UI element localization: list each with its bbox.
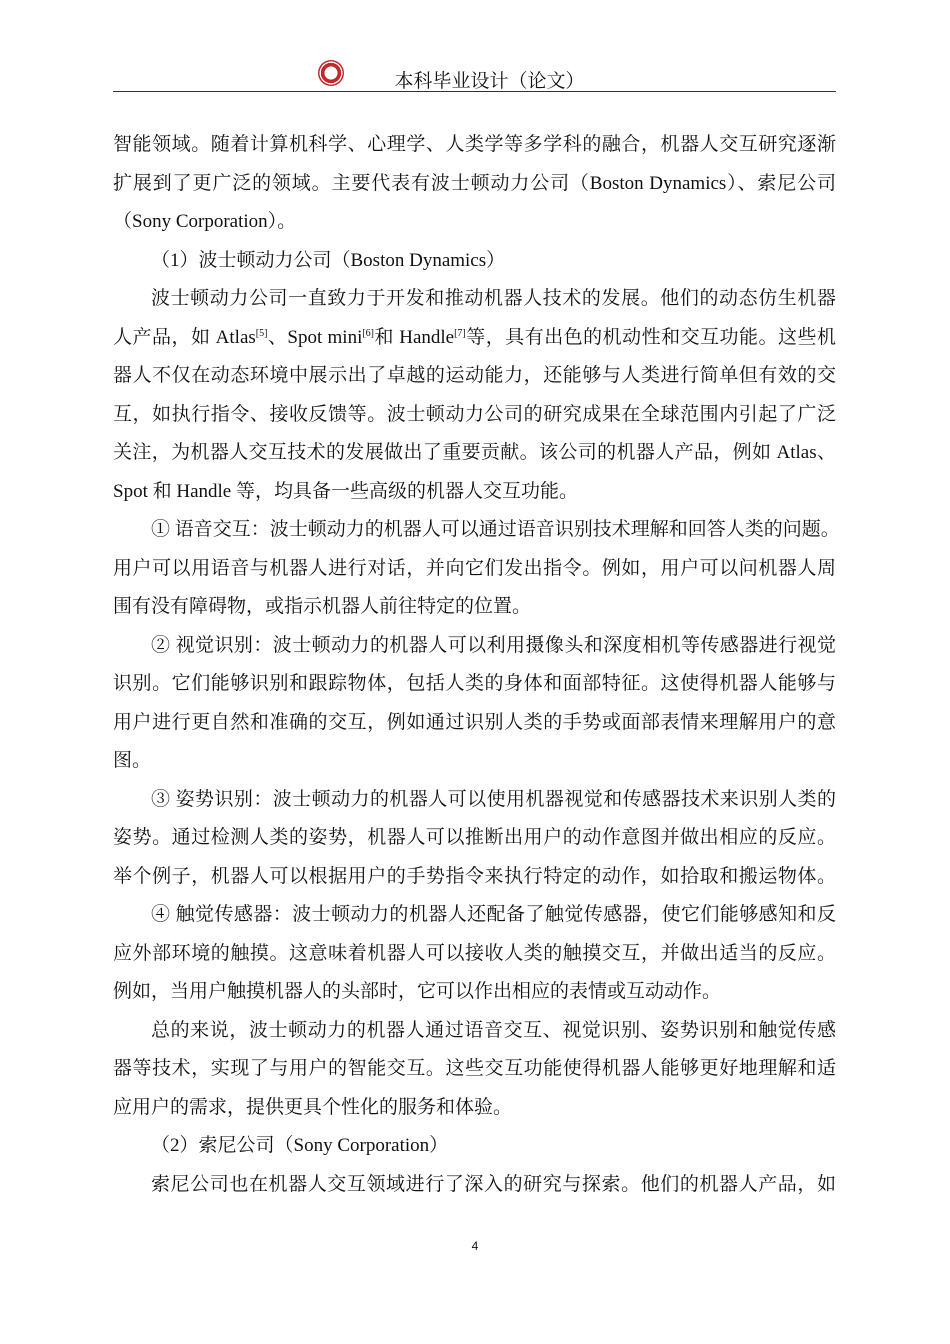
text-line: 总的来说，波士顿动力的机器人通过语音交互、视觉识别、姿势识别和触觉传感 (151, 1019, 836, 1041)
text-line (113, 319, 836, 358)
text-segment: 、Spot mini (267, 326, 363, 348)
citation-7: [7] (454, 327, 466, 339)
header-title: 本科毕业设计（论文） (394, 70, 585, 92)
body-text (113, 126, 840, 1204)
text-line: 器等技术，实现了与用户的智能交互。这些交互功能使得机器人能够更好地理解和适 (113, 1058, 836, 1079)
text-line: 图。 (113, 750, 152, 771)
text-line: 器人不仅在动态环境中展示出了卓越的运动能力，还能够与人类进行简单但有效的交 (113, 365, 836, 386)
text-line: 智能领域。随着计算机科学、心理学、人类学等多学科的融合，机器人交互研究逐渐 (113, 134, 836, 155)
text-line: ④ 触觉传感器：波士顿动力的机器人还配备了触觉传感器，使它们能够感知和反 (151, 904, 836, 925)
text-line: 索尼公司也在机器人交互领域进行了深入的研究与探索。他们的机器人产品，如 (151, 1173, 836, 1195)
text-line: ② 视觉识别：波士顿动力的机器人可以利用摄像头和深度相机等传感器进行视觉 (151, 634, 836, 656)
text-line: ① 语音交互：波士顿动力的机器人可以通过语音识别技术理解和回答人类的问题。 (151, 519, 840, 540)
text-line: 姿势。通过检测人类的姿势，机器人可以推断出用户的动作意图并做出相应的反应。 (113, 827, 836, 848)
section-heading: （1）波士顿动力公司（Boston Dynamics） (151, 249, 506, 271)
citation-6: [6] (362, 327, 375, 339)
text-line: 举个例子，机器人可以根据用户的手势指令来执行特定的动作，如拾取和搬运物体。 (113, 865, 836, 887)
text-line: 互，如执行指令、接收反馈等。波士顿动力公司的研究成果在全球范围内引起了广泛 (113, 403, 836, 425)
text-segment: 等，具有出色的机动性和交互功能。这些机 (465, 326, 836, 348)
section-heading: （2）索尼公司（Sony Corporation） (151, 1135, 449, 1156)
text-line: 围有没有障碍物，或指示机器人前往特定的位置。 (113, 596, 532, 617)
text-line: 扩展到了更广泛的领域。主要代表有波士顿动力公司（Boston Dynamics）、索尼公司 (113, 172, 836, 194)
page-number: 4 (471, 1239, 479, 1253)
text-line: Spot 和 Handle 等，均具备一些高级的机器人交互功能。 (113, 480, 578, 502)
text-line: 应用户的需求，提供更具个性化的服务和体验。 (113, 1096, 513, 1118)
text-line: 应外部环境的触摸。这意味着机器人可以接收人类的触摸交互，并做出适当的反应。 (113, 942, 836, 964)
text-line: 用户进行更自然和准确的交互，例如通过识别人类的手势或面部表情来理解用户的意 (113, 711, 836, 733)
text-line: 波士顿动力公司一直致力于开发和推动机器人技术的发展。他们的动态仿生机器 (151, 288, 836, 309)
text-segment: 人产品，如 Atlas (113, 326, 256, 348)
text-line: 关注，为机器人交互技术的发展做出了重要贡献。该公司的机器人产品，例如 Atlas、 (113, 442, 836, 463)
text-line: ③ 姿势识别：波士顿动力的机器人可以使用机器视觉和传感器技术来识别人类的 (151, 788, 836, 810)
text-line: 识别。它们能够识别和跟踪物体，包括人类的身体和面部特征。这使得机器人能够与 (113, 673, 836, 694)
page-header (113, 60, 836, 92)
text-line: 例如，当用户触摸机器人的头部时，它可以作出相应的表情或互动动作。 (113, 981, 722, 1002)
citation-5: [5] (255, 327, 268, 339)
text-segment: 和 Handle (374, 326, 455, 348)
text-line: （Sony Corporation）。 (113, 211, 297, 232)
text-line: 用户可以用语音与机器人进行对话，并向它们发出指令。例如，用户可以问机器人周 (113, 557, 836, 579)
